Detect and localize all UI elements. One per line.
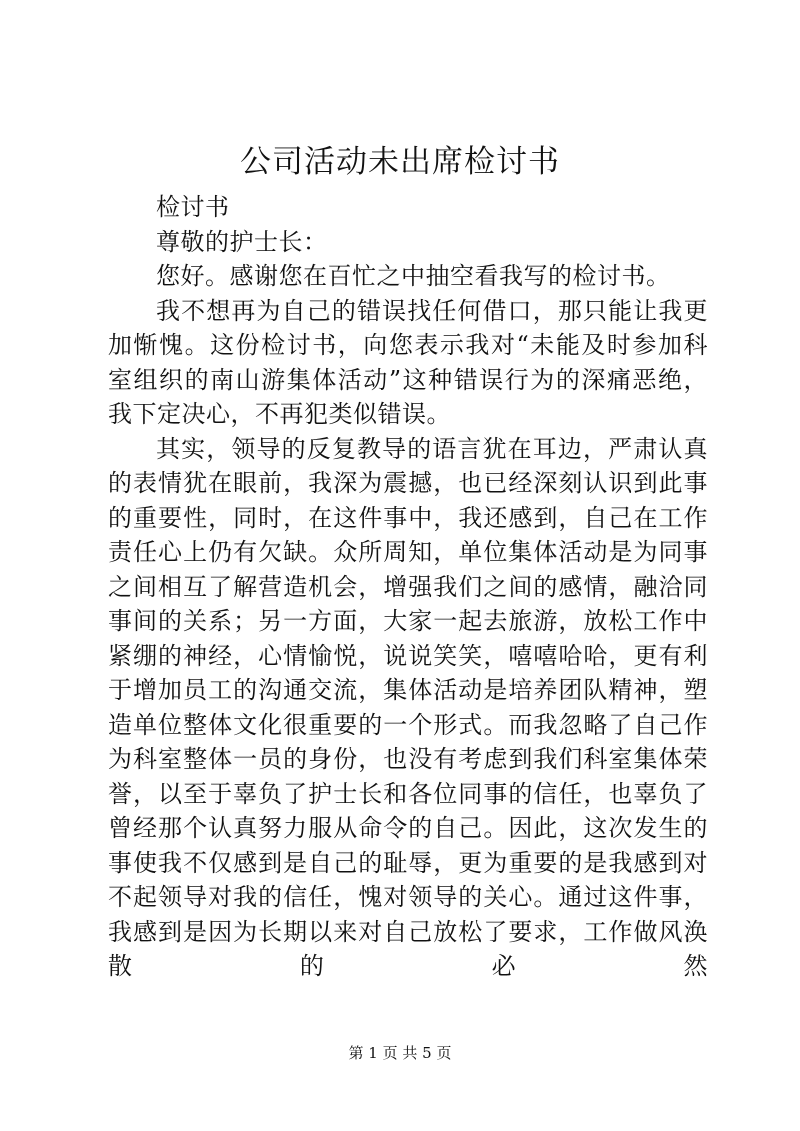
document-title: 公司活动未出席检讨书 [240,144,560,180]
document-body [108,190,708,984]
paragraph-salutation: 尊敬的护士长： [156,227,328,256]
paragraph-greeting: 您好。感谢您在百忙之中抽空看我写的检讨书。 [156,262,671,290]
paragraph-heading: 检讨书 [156,193,230,221]
page-footer: 第 1 页 共 5 页 [348,1044,452,1062]
paragraph-apology: 我不想再为自己的错误找任何借口，那只能让我更加惭愧。这份检讨书，向您表示我对“未能及时参加科室组织的南山游集体活动”这种错误行为的深痛恶绝，我下定决心，不再犯类似错误。 [108,296,708,428]
paragraph-reflection: 其实，领导的反复教导的语言犹在耳边，严肃认真的表情犹在眼前，我深为震撼，也已经深刻认识到此事的重要性，同时，在这件事中，我还感到，自己在工作责任心上仍有欠缺。众所周知，单位集体活动是为同事之间相互了解营造机会，增强我们之间的感情，融洽同事间的关系；另一方面，大家一起去旅游，放松工作中紧绷的神经，心情愉悦，说说笑笑，嘻嘻哈哈，更有利于增加员工的沟通交流，集体活动是培养团队精神，塑造单位整体文化很重要的一个形式。而我忽略了自己作为科室整体一员的身份，也没有考虑到我们科室集体荣誉，以至于辜负了护士长和各位同事的信任，也辜负了曾经那个认真努力服从命令的自己。因此，这次发生的事使我不仅感到是自己的耻辱，更为重要的是我感到对不起领导对我的信任，愧对领导的关心。通过这件事，我感到是因为长期以来对自己放松了要求，工作做风涣散的必然 [108,434,708,980]
